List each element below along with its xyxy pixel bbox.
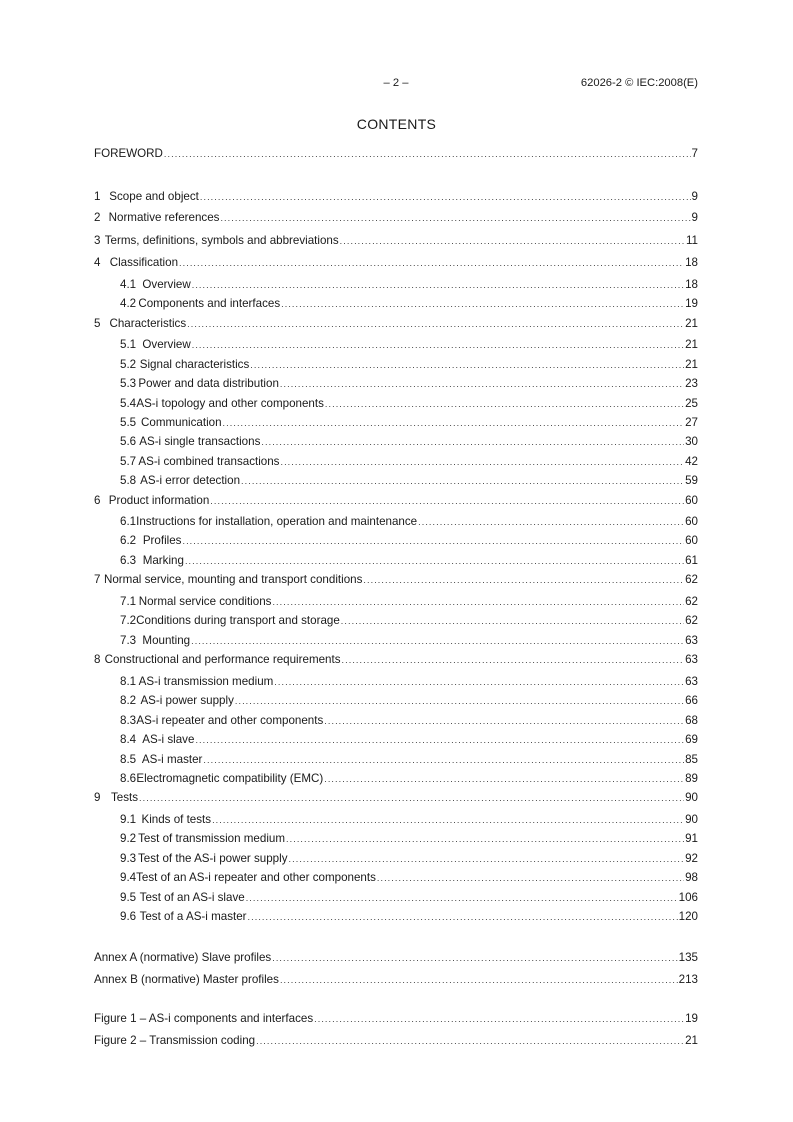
toc-entry-number: 6.2 (120, 534, 137, 547)
toc-entry-number: 7.2 (120, 614, 137, 627)
toc-entry-page: 68 (685, 714, 698, 727)
toc-entry-number: 5.1 (120, 338, 137, 351)
toc-entry-number: 6.1 (120, 515, 137, 528)
toc-entry[interactable] (94, 277, 698, 293)
toc-entry-label: AS-i combined transactions (138, 455, 280, 468)
toc-entry-label: Annex A (normative) Slave profiles (94, 951, 272, 964)
toc-entry-page: 89 (685, 772, 698, 785)
toc-entry-label: Signal characteristics (139, 358, 250, 371)
dot-leader (210, 493, 684, 509)
toc-entry-label: Mounting (142, 634, 191, 647)
toc-entry[interactable] (94, 553, 698, 569)
dot-leader (200, 189, 691, 205)
toc-entry[interactable] (94, 633, 698, 649)
toc-entry-label: AS-i error detection (140, 474, 241, 487)
toc-entry[interactable] (94, 233, 698, 249)
page-title: CONTENTS (356, 116, 437, 132)
toc-entry-number: 9.5 (120, 891, 137, 904)
dot-leader (185, 553, 684, 569)
toc-entry-page: 9 (691, 190, 698, 203)
toc-entry-label: Figure 2 – Transmission coding (94, 1034, 256, 1047)
toc-entry-number: 5.2 (120, 358, 137, 371)
toc-entry[interactable] (94, 514, 698, 530)
toc-entry[interactable] (94, 434, 698, 450)
toc-entry-number: 6.3 (120, 554, 137, 567)
toc-entry[interactable] (94, 1033, 698, 1049)
dot-leader (363, 572, 684, 588)
toc-entry-number: 7 (94, 573, 101, 586)
toc-entry-label: AS-i transmission medium (138, 675, 274, 688)
toc-entry[interactable] (94, 732, 698, 748)
toc-entry-page: 63 (685, 675, 698, 688)
toc-entry[interactable] (94, 396, 698, 412)
toc-entry[interactable] (94, 594, 698, 610)
toc-entry-number: 4.2 (120, 297, 137, 310)
toc-entry-number: 1 (94, 190, 101, 203)
toc-entry[interactable] (94, 950, 698, 966)
toc-entry[interactable] (94, 572, 698, 588)
toc-entry-page: 25 (685, 397, 698, 410)
dot-leader (248, 909, 678, 925)
toc-entry-page: 9 (691, 211, 698, 224)
toc-entry-number: 2 (94, 211, 101, 224)
dot-leader (182, 533, 684, 549)
toc-entry-page: 63 (685, 634, 698, 647)
toc-entry-number: 8 (94, 653, 101, 666)
toc-entry[interactable] (94, 652, 698, 668)
toc-entry-page: 98 (685, 871, 698, 884)
dot-leader (192, 337, 684, 353)
toc-entry-label: Test of a AS-i master (139, 910, 247, 923)
dot-leader (187, 316, 684, 332)
toc-entry[interactable] (94, 357, 698, 373)
dot-leader (256, 1033, 684, 1049)
dot-leader (192, 277, 684, 293)
toc-entry-page: 106 (678, 891, 698, 904)
dot-leader (272, 594, 684, 610)
dot-leader (235, 693, 684, 709)
toc-entry[interactable] (94, 851, 698, 867)
toc-entry-number: 8.1 (120, 675, 137, 688)
toc-entry-label: Scope and object (109, 190, 199, 203)
toc-entry-number: 4.1 (120, 278, 137, 291)
toc-entry-page: 60 (685, 534, 698, 547)
toc-entry-page: 18 (685, 278, 698, 291)
toc-entry-page: 213 (678, 973, 698, 986)
dot-leader (139, 790, 684, 806)
toc-entry[interactable] (94, 972, 698, 988)
toc-entry-number: 8.6 (120, 772, 137, 785)
toc-entry-page: 135 (678, 951, 698, 964)
toc-entry[interactable] (94, 674, 698, 690)
toc-entry-label: Instructions for installation, operation and maintenance (136, 515, 418, 528)
toc-entry-label: Terms, definitions, symbols and abbreviations (104, 234, 339, 247)
toc-entry-number: 9.6 (120, 910, 137, 923)
toc-entry-page: 60 (685, 494, 698, 507)
dot-leader (203, 752, 684, 768)
toc-entry-label: AS-i slave (142, 733, 195, 746)
toc-entry[interactable] (94, 376, 698, 392)
toc-entry-number: 8.5 (120, 753, 137, 766)
toc-entry-number: 3 (94, 234, 101, 247)
toc-entry[interactable] (94, 909, 698, 925)
toc-entry[interactable] (94, 337, 698, 353)
dot-leader (377, 870, 684, 886)
toc-entry-label: Figure 1 – AS-i components and interfaces (94, 1012, 314, 1025)
toc-entry-number: 9.2 (120, 832, 137, 845)
document-reference: 62026-2 © IEC:2008(E) (580, 77, 698, 89)
dot-leader (220, 210, 690, 226)
toc-entry-number: 8.4 (120, 733, 137, 746)
toc-entry-label: AS-i topology and other components (136, 397, 324, 410)
dot-leader (324, 713, 684, 729)
toc-entry-label: Product information (108, 494, 210, 507)
dot-leader (314, 1011, 684, 1027)
dot-leader (179, 255, 684, 271)
toc-entry-number: 9.1 (120, 813, 137, 826)
toc-entry-label: Kinds of tests (141, 813, 212, 826)
toc-entry-page: 62 (685, 573, 698, 586)
dot-leader (340, 233, 685, 249)
toc-entry-page: 61 (685, 554, 698, 567)
dot-leader (286, 831, 684, 847)
toc-entry-label: Constructional and performance requirements (104, 653, 341, 666)
dot-leader (341, 613, 684, 629)
toc-entry[interactable] (94, 870, 698, 886)
toc-entry-number: 9.3 (120, 852, 137, 865)
toc-entry[interactable] (94, 812, 698, 828)
toc-entry-page: 120 (678, 910, 698, 923)
toc-entry[interactable] (94, 296, 698, 312)
toc-entry-label: Marking (142, 554, 184, 567)
toc-entry-label: Normal service conditions (138, 595, 272, 608)
toc-entry-page: 7 (691, 147, 698, 160)
toc-entry-label: AS-i repeater and other components (136, 714, 324, 727)
toc-entry-label: Test of an AS-i repeater and other components (136, 871, 376, 884)
toc-entry-page: 91 (685, 832, 698, 845)
toc-entry-page: 62 (685, 595, 698, 608)
toc-entry[interactable] (94, 533, 698, 549)
toc-entry[interactable] (94, 493, 698, 509)
toc-entry[interactable] (94, 473, 698, 489)
toc-entry-page: 90 (685, 791, 698, 804)
toc-entry-label: Communication (141, 416, 222, 429)
toc-entry-number: 5.4 (120, 397, 137, 410)
dot-leader (325, 396, 684, 412)
toc-entry-label: AS-i master (141, 753, 203, 766)
toc-entry[interactable] (94, 771, 698, 787)
toc-entry-number: 5.8 (120, 474, 137, 487)
toc-entry[interactable] (94, 831, 698, 847)
toc-entry[interactable] (94, 613, 698, 629)
toc-entry-page: 21 (685, 317, 698, 330)
dot-leader (195, 732, 684, 748)
toc-entry-label: Conditions during transport and storage (136, 614, 340, 627)
dot-leader (342, 652, 685, 668)
dot-leader (250, 357, 684, 373)
toc-entry[interactable] (94, 454, 698, 470)
toc-entry-number: 5.6 (120, 435, 137, 448)
toc-entry-page: 21 (685, 358, 698, 371)
toc-entry[interactable] (94, 752, 698, 768)
toc-entry-label: Normative references (108, 211, 220, 224)
dot-leader (280, 972, 678, 988)
toc-entry[interactable] (94, 890, 698, 906)
toc-entry-label: Test of transmission medium (138, 832, 286, 845)
toc-entry-number: 9 (94, 791, 101, 804)
toc-entry-page: 27 (685, 416, 698, 429)
toc-entry-label: Annex B (normative) Master profiles (94, 973, 279, 986)
toc-entry-number: 9.4 (120, 871, 137, 884)
page-header (94, 77, 698, 93)
toc-entry[interactable] (94, 790, 698, 806)
dot-leader (289, 851, 685, 867)
dot-leader (324, 771, 684, 787)
toc-entry-number: 8.2 (120, 694, 137, 707)
toc-entry-label: FOREWORD (94, 147, 163, 160)
toc-entry-page: 63 (685, 653, 698, 666)
toc-entry-page: 59 (685, 474, 698, 487)
toc-entry[interactable] (94, 415, 698, 431)
toc-entry-number: 5 (94, 317, 101, 330)
toc-entry-page: 60 (685, 515, 698, 528)
toc-entry-page: 21 (685, 1034, 698, 1047)
toc-entry-page: 90 (685, 813, 698, 826)
toc-entry-label: Overview (142, 338, 191, 351)
toc-entry-page: 19 (685, 1012, 698, 1025)
toc-entry[interactable] (94, 189, 698, 205)
toc-entry-label: Test of an AS-i slave (139, 891, 245, 904)
toc-entry-page: 92 (685, 852, 698, 865)
dot-leader (280, 454, 684, 470)
toc-entry[interactable] (94, 316, 698, 332)
dot-leader (418, 514, 684, 530)
toc-entry-number: 5.5 (120, 416, 137, 429)
toc-entry[interactable] (94, 713, 698, 729)
toc-entry-label: AS-i power supply (140, 694, 234, 707)
toc-entry-label: Tests (110, 791, 139, 804)
toc-entry-page: 19 (685, 297, 698, 310)
toc-entry-number: 5.7 (120, 455, 137, 468)
toc-entry-page: 18 (685, 256, 698, 269)
toc-entry-label: Overview (142, 278, 191, 291)
toc-entry-page: 23 (685, 377, 698, 390)
dot-leader (280, 376, 684, 392)
toc-entry-page: 85 (685, 753, 698, 766)
toc-entry-label: Characteristics (109, 317, 187, 330)
toc-entry-number: 8.3 (120, 714, 137, 727)
toc-entry-page: 66 (685, 694, 698, 707)
toc-entry-label: Test of the AS-i power supply (138, 852, 288, 865)
toc-entry[interactable] (94, 1011, 698, 1027)
toc-entry-label: Electromagnetic compatibility (EMC) (136, 772, 324, 785)
dot-leader (272, 950, 677, 966)
toc-entry-label: Normal service, mounting and transport conditions (103, 573, 363, 586)
toc-entry-label: AS-i single transactions (139, 435, 261, 448)
toc-entry-label: Profiles (142, 534, 182, 547)
toc-entry-label: Power and data distribution (138, 377, 279, 390)
toc-entry-label: Components and interfaces (138, 297, 281, 310)
toc-entry-number: 5.3 (120, 377, 137, 390)
toc-entry[interactable] (94, 210, 698, 226)
toc-entry-page: 42 (685, 455, 698, 468)
dot-leader (223, 415, 685, 431)
toc-entry-label: Classification (109, 256, 179, 269)
toc-entry-page: 11 (685, 234, 698, 247)
dot-leader (281, 296, 684, 312)
toc-entry[interactable] (94, 255, 698, 271)
toc-entry-page: 69 (685, 733, 698, 746)
toc-entry[interactable] (94, 146, 698, 162)
dot-leader (164, 146, 691, 162)
dot-leader (261, 434, 684, 450)
toc-entry[interactable] (94, 693, 698, 709)
dot-leader (246, 890, 678, 906)
dot-leader (274, 674, 684, 690)
toc-entry-number: 7.3 (120, 634, 137, 647)
dot-leader (212, 812, 684, 828)
dot-leader (241, 473, 684, 489)
toc-entry-number: 7.1 (120, 595, 137, 608)
toc-entry-number: 6 (94, 494, 101, 507)
toc-entry-page: 21 (685, 338, 698, 351)
page-number: – 2 – (383, 77, 409, 89)
dot-leader (191, 633, 684, 649)
toc-entry-page: 62 (685, 614, 698, 627)
toc-entry-number: 4 (94, 256, 101, 269)
toc-entry-page: 30 (685, 435, 698, 448)
